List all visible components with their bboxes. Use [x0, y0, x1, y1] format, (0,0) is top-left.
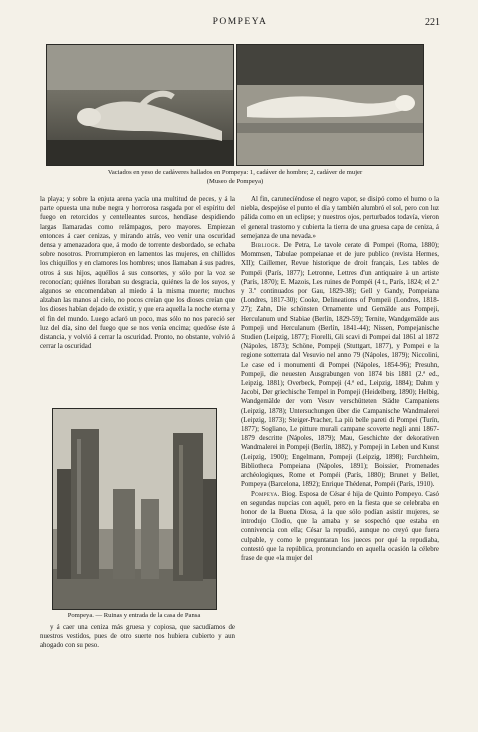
figure-caption-casts	[60, 169, 410, 186]
page-header	[40, 17, 440, 31]
cast-man-illustration	[47, 45, 233, 165]
photo-cast-man	[46, 44, 234, 166]
paragraph: Al fin, carunecíéndose el negro vapor, se disipó como el humo o la niebla, despejóse el punto el día y también alumbró el sol, pero con luz pálida como en un eclipse; y nuestros ojos, perturbados todavía, vieron el general trastorno y cubierta la tierra de una gruesa capa de ceniza, á semejanza de una nevada.»	[241, 196, 439, 240]
paragraph: la playa; y sobre la enjuta arena yacía una multitud de peces, y á la parte opuesta una nube negra y horrorosa rasgada por el espíritu del fuego en retorcidos y centelleantes surcos, hendíase despidiendo largas llamaradas como relámpagos, pero mayores. Empiezan entonces á caer cenizas, y mirando atrás, veo venir una oscuridad densa y amenazadora que, á modo de torrente desbordado, se echaba sobre nosotros. Prorrumpieron en lamentos las mujeres, en chillidos los chiquillos y en clamores los hombres; unos llamaban á sus padres, otros á sus hijos, aquéllos á sus consortes, y sólo por la voz se reconocían; quiénes lloraban su desgracia, quiénes la de los suyos, y algunos se encomendaban al miedo á la misma muerte; muchos alzaban las manos al cielo, no pocos creían que los dioses creían que los dioses habían dejado de existir, y que era aquella la noche eterna y el fin del mundo. Luego aclaró un poco, mas sólo no nos pareció ser luz del día, sino del fuego que se nos venía encima; quedóse éste á distancia, y volvió á cerrar la oscuridad. Pronto, no obstante, volvió á cerrar la oscuridad	[40, 196, 235, 351]
biography-text: Biog. Esposa de César é hija de Quinto Pompeyo. Casó en segundas nupcias con aquél, pero en la fiesta que se celebraba en honor de la Buena Diosa, á la que sólo podían asistir mujeres, se introdujo Clodio, que la amaba y se sospechó que estaba en connivencia con ella; César la repudió, aunque no creyó que fuera culpable, y como le preguntaran los jueces por qué la repudiaba, contestó que la república, pronunciando en aquella ocasión la célebre frase de que «la mujer del	[241, 490, 439, 562]
page-number: 221	[425, 17, 440, 28]
caption-casts-line1: Vaciados en yeso de cadáveres hallados en Pompeya: 1, cadáver de hombre; 2, cadáver de mujer	[107, 169, 363, 176]
bibliography-paragraph	[241, 241, 439, 489]
paragraph: y á caer una ceniza más gruesa y copiosa, que sacudíamos de nuestros vestidos, pues de otro suerte nos hubiera cubierto y aun ahogado con su peso.	[40, 624, 235, 650]
bibliography-label: Bibliogr.	[251, 242, 281, 250]
entry-headword: Pompeya.	[251, 490, 280, 498]
caption-casts-line2: (Museo de Pompeya)	[206, 177, 264, 185]
photo-cast-woman	[236, 44, 424, 166]
running-title: POMPEYA	[212, 17, 268, 27]
ruins-illustration	[53, 409, 216, 609]
text-column-right	[241, 195, 439, 688]
cast-woman-illustration	[237, 45, 423, 165]
text-column-left-top	[40, 195, 235, 407]
photo-house-of-pansa	[52, 408, 217, 610]
figure-caption-ruins: Pompeya. — Ruinas y entrada de la casa de Pansa	[67, 612, 201, 619]
text-column-left-bottom	[40, 623, 235, 673]
biography-paragraph	[241, 490, 439, 564]
bibliography-text: De Petra, Le tavole cerate di Pompei (Roma, 1880); Mommsen, Tabulae pompeianae et de jure publico (revista Hermes, XII); Caillemer, Revue historique de droit français, Les tables de Pompéi (París, 1877); Letronne, Lettres d'un antiquaire à un artiste (París, 1870); E. Mazois, Les ruines de Pompéi (4 t., París, 1824; el 2.º y 3.º continuados por Gau, 1829-38); Gell y Gandy, Pompeiana (Londres, 1817-30); Cooke, Delineations of Pompeii (Londres, 1818-27); Zahn, Die schönsten Ornamente und Gemälde aus Pompeji, Herculanum und Stabiae (Berlín, 1829-59); Ternite, Wandgemälde aus Pompeji und Herculanum (Berlín, 1841-44); Nissen, Pompejanische Studien (Leipzig, 1877); Fiorelli, Gli scavi di Pompei dal 1861 al 1872 (Nápoles, 1873); Schöne, Pompeji (Stuttgart, 1877), y Pompei e la regione sotterrata dal Vesuvio nel anno 79 (Nápoles, 1879); Niccolini, Le case ed i monumenti di Pompei (Nápoles, 1854-96); Presuhn, Pompeji, die neuesten Ausgrabungen von 1874 bis 1881 (2.ª ed., Leipzig, 1881); Overbeck, Pompeji (4.ª ed., Leipzig, 1884); Dahm y Jacobi, Der griechische Tempel in Pompeji (Heidelberg, 1890); Helbig, Wandgemälde der vom Vesuv verschütteten Städte Campaniens (Leipzig, 1878); Untersuchungen über die Campanische Wandmalerei (Leipzig, 1873); Steiger-Pracher, La più belle pareti di Pompei (Turín, 1877); Sogliano, Le pitture murali campane scoverte negli anni 1867-1879 descritte (Nápoles, 1879); Mau, Geschichte der dekorativen Wandmalerei in Pompeji (Berlín, 1882), y Pompeji in Leben und Kunst (Leipzig, 1900); Engelmann, Pompeji (Leipzig, 1898); Furchheim, Bibliotheca Pompeiana (Nápoles, 1891); Boissier, Promenades archéologiques, Rome et Pompéi (París, 1880); Brunet y Bellet, Pompeya (Barcelona, 1892); Enrique Thédenat, Pompéi (París, 1910).	[241, 242, 439, 489]
